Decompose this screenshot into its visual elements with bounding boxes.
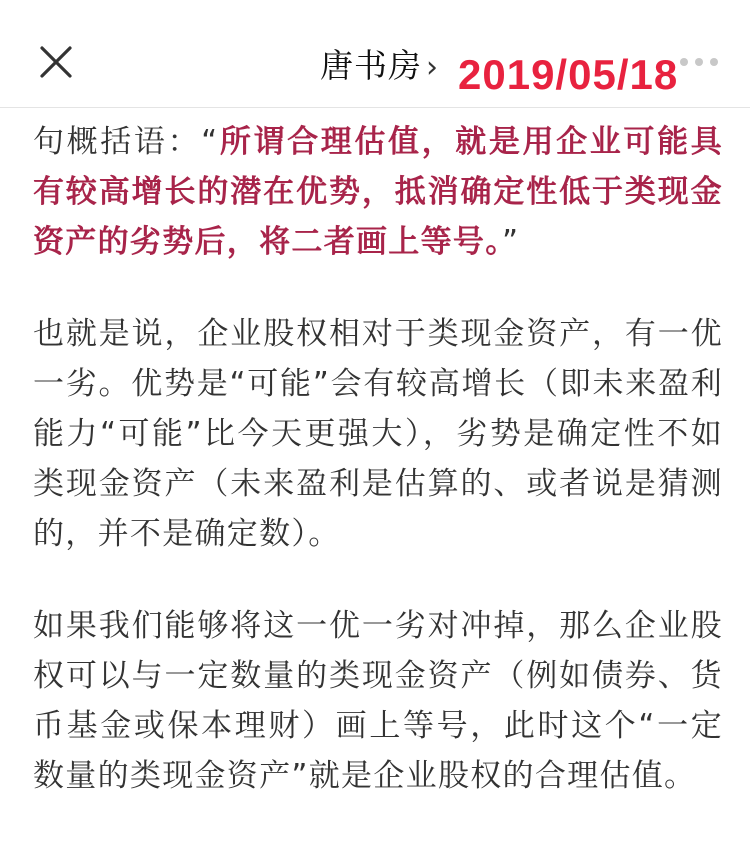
paragraph-3: 如果我们能够将这一优一劣对冲掉，那么企业股权可以与一定数量的类现金资产（例如债券、货币基金或保本理财）画上等号，此时这个“一定数量的类现金资产”就是企业股权的合理估值。 xyxy=(33,608,723,794)
more-options-button[interactable] xyxy=(680,58,718,66)
more-dots-icon xyxy=(680,58,688,66)
date-stamp: 2019/05/18 xyxy=(458,51,679,98)
top-bar xyxy=(0,0,750,108)
more-dots-icon xyxy=(710,58,718,66)
paragraph-2: 也就是说，企业股权相对于类现金资产，有一优一劣。优势是“可能”会有较高增长（即未来盈利能力“可能”比今天更强大），劣势是确定性不如类现金资产（未来盈利是估算的、或者说是猜测的，并不是确定数）。 xyxy=(33,316,723,552)
account-title[interactable] xyxy=(320,40,439,87)
account-name: 唐书房 xyxy=(320,46,422,85)
highlighted-quote: 所谓合理估值，就是用企业可能具有较高增长的潜在优势，抵消确定性低于类现金资产的劣势后，将二者画上等号。 xyxy=(33,124,723,260)
close-icon xyxy=(28,34,84,90)
quote-prefix: 句概括语：“ xyxy=(33,124,219,160)
article-body xyxy=(33,117,723,843)
chevron-right-icon: › xyxy=(426,50,439,85)
close-button[interactable] xyxy=(28,34,84,90)
paragraph-1 xyxy=(33,117,723,267)
quote-suffix: ” xyxy=(502,224,520,260)
more-dots-icon xyxy=(695,58,703,66)
